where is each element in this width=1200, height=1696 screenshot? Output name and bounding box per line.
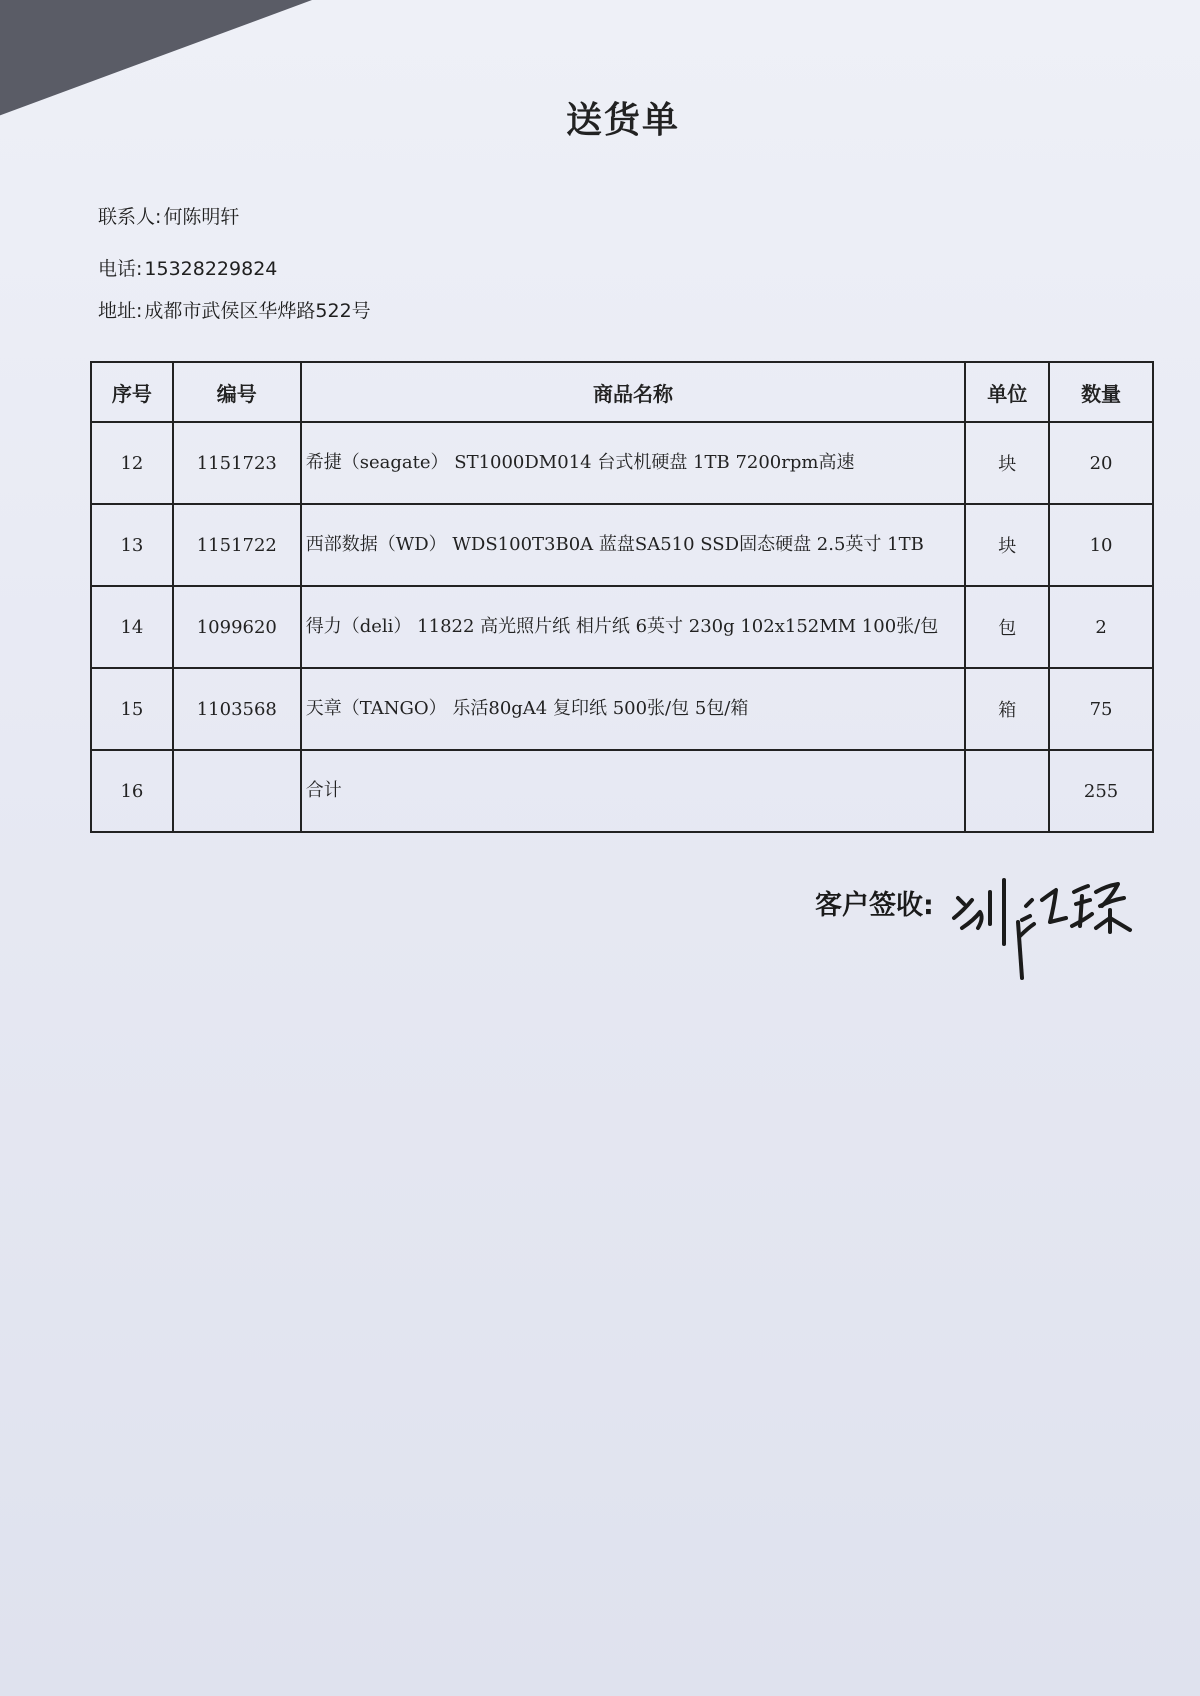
phone-line	[98, 254, 277, 281]
header-name: 商品名称	[301, 362, 966, 422]
table-row	[91, 422, 1153, 504]
cell-name: 西部数据（WD） WDS100T3B0A 蓝盘SA510 SSD固态硬盘 2.5英寸 1TB	[301, 504, 966, 586]
cell-code: 1151723	[173, 422, 301, 504]
address-value: 成都市武侯区华烨路522号	[144, 300, 371, 322]
cell-qty: 255	[1049, 750, 1153, 832]
cell-name: 合计	[301, 750, 966, 832]
cell-unit	[965, 750, 1049, 832]
customer-sign-label: 客户签收:	[815, 890, 934, 921]
header-unit: 单位	[965, 362, 1049, 422]
cell-seq: 16	[91, 750, 173, 832]
contact-value: 何陈明轩	[163, 206, 240, 228]
cell-qty: 10	[1049, 504, 1153, 586]
cell-unit: 块	[965, 504, 1049, 586]
table-row	[91, 668, 1153, 750]
address-label: 地址:	[98, 300, 143, 322]
cell-seq: 12	[91, 422, 173, 504]
delivery-items-table	[90, 361, 1154, 833]
address-line	[98, 296, 371, 323]
contact-line	[98, 202, 239, 229]
cell-code: 1103568	[173, 668, 301, 750]
cell-qty: 20	[1049, 422, 1153, 504]
cell-code: 1151722	[173, 504, 301, 586]
table-row	[91, 586, 1153, 668]
header-seq: 序号	[91, 362, 173, 422]
cell-qty: 75	[1049, 668, 1153, 750]
cell-unit: 块	[965, 422, 1049, 504]
table-row	[91, 504, 1153, 586]
document-title: 送货单	[565, 100, 680, 141]
cell-name: 天章（TANGO） 乐活80gA4 复印纸 500张/包 5包/箱	[301, 668, 966, 750]
cell-code: 1099620	[173, 586, 301, 668]
header-qty: 数量	[1049, 362, 1153, 422]
table-total-row	[91, 750, 1153, 832]
header-code: 编号	[173, 362, 301, 422]
table-header-row	[91, 362, 1153, 422]
cell-code	[173, 750, 301, 832]
phone-value: 15328229824	[144, 258, 278, 280]
cell-unit: 包	[965, 586, 1049, 668]
phone-label: 电话:	[98, 258, 143, 280]
cell-unit: 箱	[965, 668, 1049, 750]
cell-name: 得力（deli） 11822 高光照片纸 相片纸 6英寸 230g 102x152MM 100张/包	[301, 586, 966, 668]
contact-label: 联系人:	[98, 206, 162, 228]
cell-seq: 14	[91, 586, 173, 668]
cell-seq: 13	[91, 504, 173, 586]
cell-name: 希捷（seagate） ST1000DM014 台式机硬盘 1TB 7200rpm高速	[301, 422, 966, 504]
cell-qty: 2	[1049, 586, 1153, 668]
handwritten-signature	[950, 870, 1150, 990]
cell-seq: 15	[91, 668, 173, 750]
